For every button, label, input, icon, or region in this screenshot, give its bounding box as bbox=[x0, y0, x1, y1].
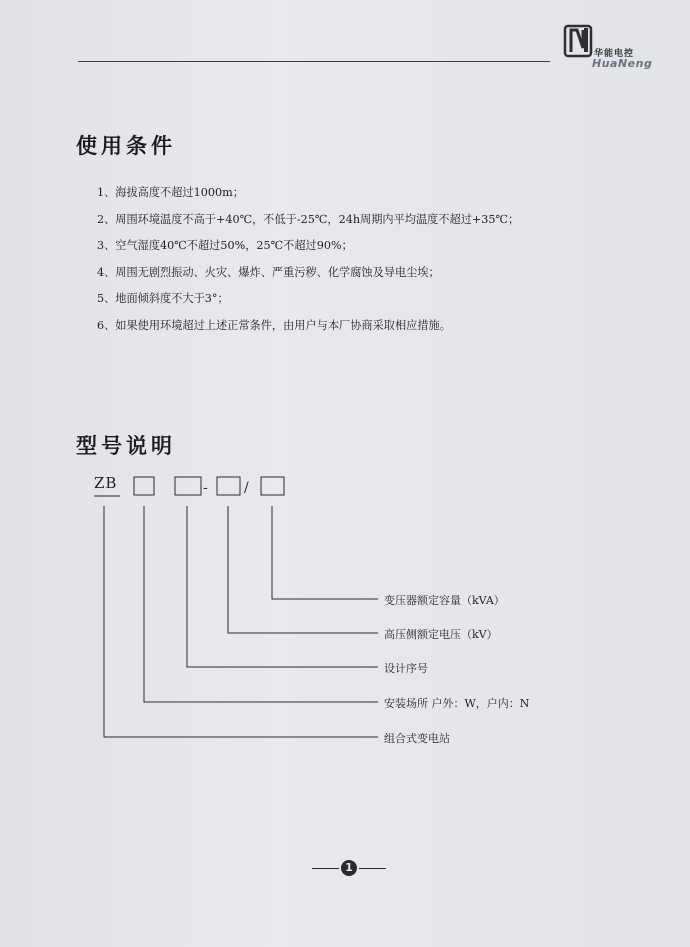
condition-item: 4、周围无剧烈振动、火灾、爆炸、严重污秽、化学腐蚀及导电尘埃； bbox=[97, 265, 440, 279]
code-separator-dash: - bbox=[203, 480, 208, 496]
legend-substation: 组合式变电站 bbox=[384, 732, 450, 745]
code-box-design-serial bbox=[175, 477, 201, 495]
condition-item: 3、空气湿度40℃不超过50%，25℃不超过90%； bbox=[97, 239, 353, 253]
legend-capacity: 变压器额定容量（kVA） bbox=[384, 594, 505, 607]
condition-item: 6、如果使用环境超过上述正常条件，由用户与本厂协商采取相应措施。 bbox=[97, 318, 451, 332]
code-separator-slash: / bbox=[244, 480, 249, 496]
model-description-title: 型号说明 bbox=[76, 434, 176, 458]
condition-item: 2、周围环境温度不高于+40℃，不低于-25℃，24h周期内平均温度不超过+35℃； bbox=[97, 212, 520, 226]
logo-chinese-text: 华能电控 bbox=[594, 49, 635, 59]
usage-conditions-title: 使用条件 bbox=[76, 134, 176, 158]
code-box-capacity bbox=[261, 477, 284, 495]
logo-english-text: HuaNeng bbox=[592, 57, 653, 70]
condition-item: 1、海拔高度不超过1000m； bbox=[97, 186, 244, 199]
leader-line-voltage bbox=[228, 506, 378, 633]
page-number: 1 bbox=[341, 860, 357, 876]
legend-design-serial: 设计序号 bbox=[384, 662, 428, 675]
condition-item: 5、地面倾斜度不大于3°； bbox=[97, 292, 229, 306]
leader-line-design-serial bbox=[187, 506, 378, 667]
code-box-installation bbox=[134, 477, 154, 495]
legend-voltage: 高压侧额定电压（kV） bbox=[384, 628, 498, 641]
leader-line-capacity bbox=[272, 506, 378, 599]
model-code-prefix: ZB bbox=[94, 474, 118, 492]
leader-line-installation bbox=[144, 506, 378, 702]
page-number-rule-left bbox=[312, 868, 339, 869]
code-box-voltage bbox=[217, 477, 240, 495]
legend-installation: 安装场所 户外：W，户内：N bbox=[384, 697, 530, 710]
page-number-rule-right bbox=[359, 868, 386, 869]
